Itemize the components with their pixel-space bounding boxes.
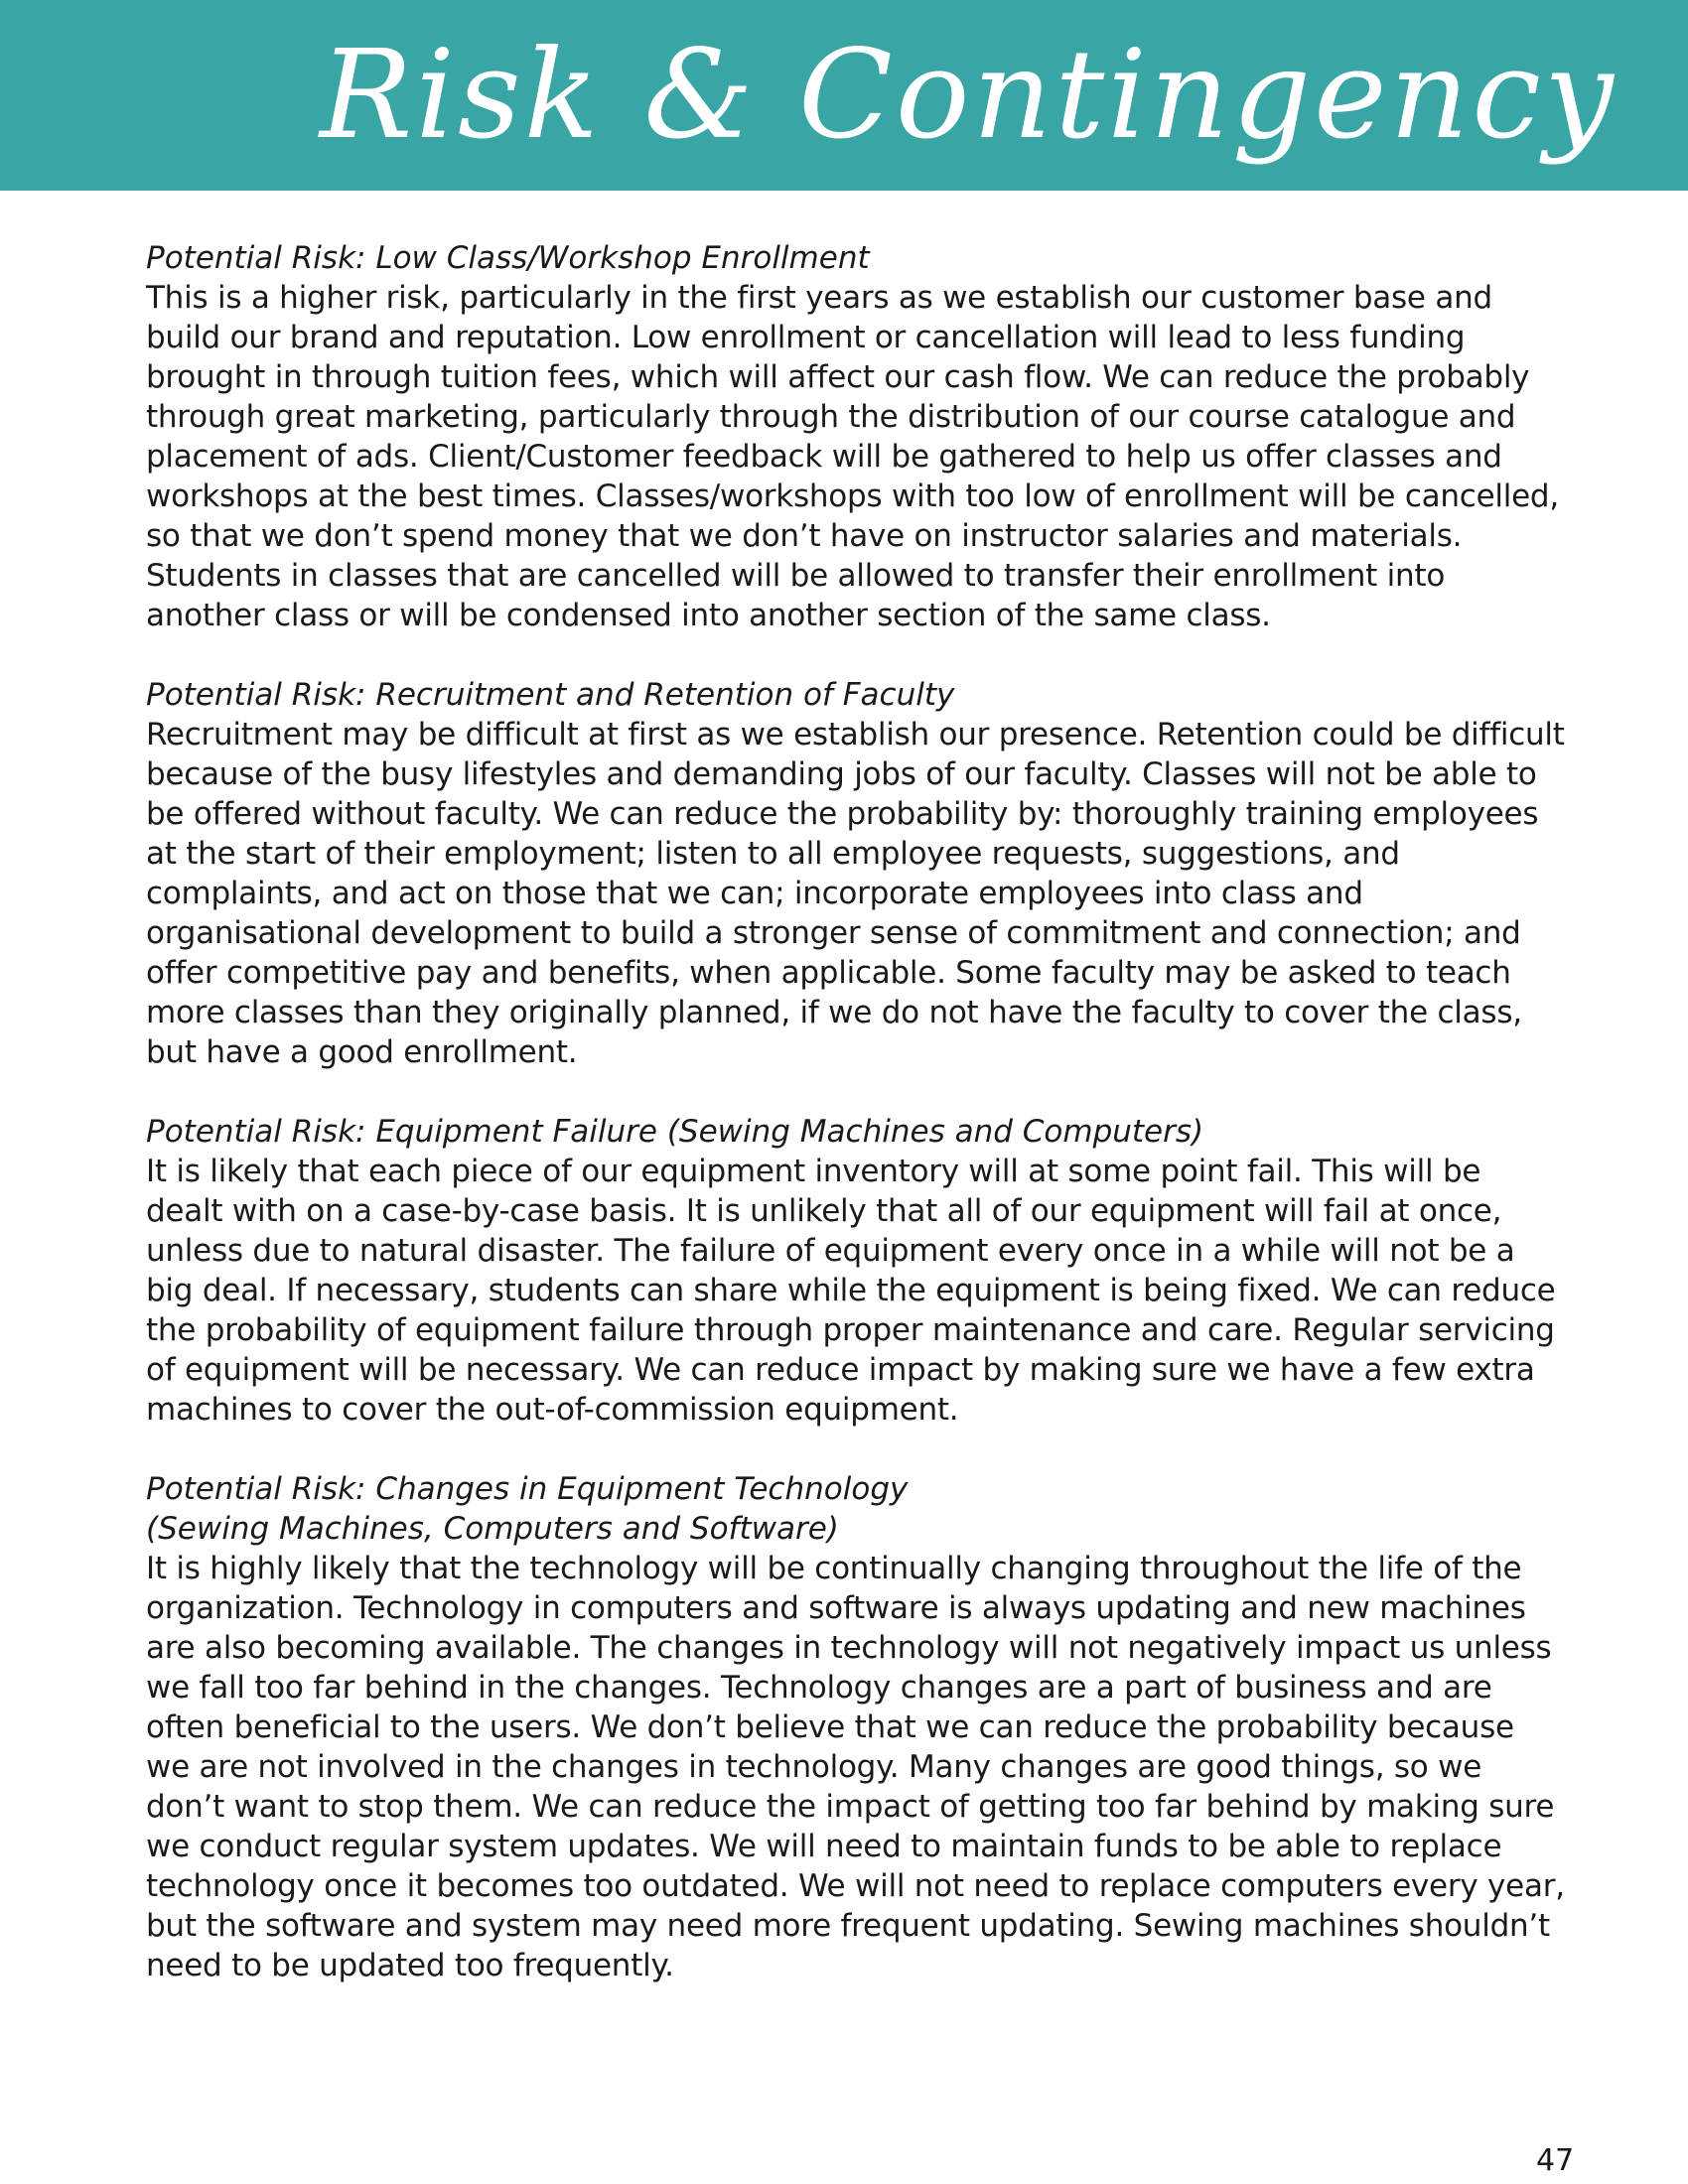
section-body: It is likely that each piece of our equipment inventory will at some point fail. This will be dealt with on a case-by-case basis. It is unlikely that all of our equipment will fail at once, unless due to natural disaster. The failure of equipment every once in a while will not be a big deal. If necessary, students can share while the equipment is being fixed. We can reduce the probability of equipment failure through proper maintenance and care. Regular servicing of equipment will be necessary. We can reduce impact by making sure we have a few extra machines to cover the out-of-commission equipment. xyxy=(146,1154,1556,1428)
section-heading: Potential Risk: Changes in Equipment Technology (Sewing Machines, Computers and Software) xyxy=(146,1471,909,1547)
risk-section-faculty xyxy=(146,675,1566,1072)
section-body: It is highly likely that the technology will be continually changing throughout the life of the organization. Technology in computers and software is always updating and new machines are also becoming available. The changes in technology will not negatively impact us unless we fall too far behind in the changes. Technology changes are a part of business and are often beneficial to the users. We don’t believe that we can reduce the probability because we are not involved in the changes in technology. Many changes are good things, so we don’t want to stop them. We can reduce the impact of getting too far behind by making sure we conduct regular system updates. We will need to maintain funds to be able to replace technology once it becomes too outdated. We will not need to replace computers every year, but the software and system may need more frequent updating. Sewing machines shouldn’t need to be updated too frequently. xyxy=(146,1551,1565,1983)
risk-section-technology-changes xyxy=(146,1469,1566,1985)
risk-section-low-enrollment xyxy=(146,238,1566,635)
risk-section-equipment-failure xyxy=(146,1112,1566,1430)
section-heading: Potential Risk: Equipment Failure (Sewing Machines and Computers) xyxy=(146,1114,1204,1150)
section-heading: Potential Risk: Recruitment and Retention of Faculty xyxy=(146,677,955,713)
document-content xyxy=(146,238,1566,2025)
header-band xyxy=(0,0,1688,191)
section-body: This is a higher risk, particularly in the first years as we establish our customer base and build our brand and reputation. Low enrollment or cancellation will lead to less funding brought in through tuition fees, which will affect our cash flow. We can reduce the probably through great marketing, particularly through the distribution of our course catalogue and placement of ads. Client/Customer feedback will be gathered to help us offer classes and workshops at the best times. Classes/workshops with too low of enrollment will be cancelled, so that we don’t spend money that we don’t have on instructor salaries and materials. Students in classes that are cancelled will be allowed to transfer their enrollment into another class or will be condensed into another section of the same class. xyxy=(146,280,1559,633)
section-heading: Potential Risk: Low Class/Workshop Enrollment xyxy=(146,240,870,276)
section-body: Recruitment may be difficult at first as we establish our presence. Retention could be difficult because of the busy lifestyles and demanding jobs of our faculty. Classes will not be able to be offered without faculty. We can reduce the probability by: thoroughly training employees at the start of their employment; listen to all employee requests, suggestions, and complaints, and act on those that we can; incorporate employees into class and organisational development to build a stronger sense of commitment and connection; and offer competitive pay and benefits, when applicable. Some faculty may be asked to teach more classes than they originally planned, if we do not have the faculty to cover the class, but have a good enrollment. xyxy=(146,717,1565,1070)
page-title: Risk & Contingency xyxy=(320,24,1617,167)
page-number: 47 xyxy=(1536,2143,1575,2178)
